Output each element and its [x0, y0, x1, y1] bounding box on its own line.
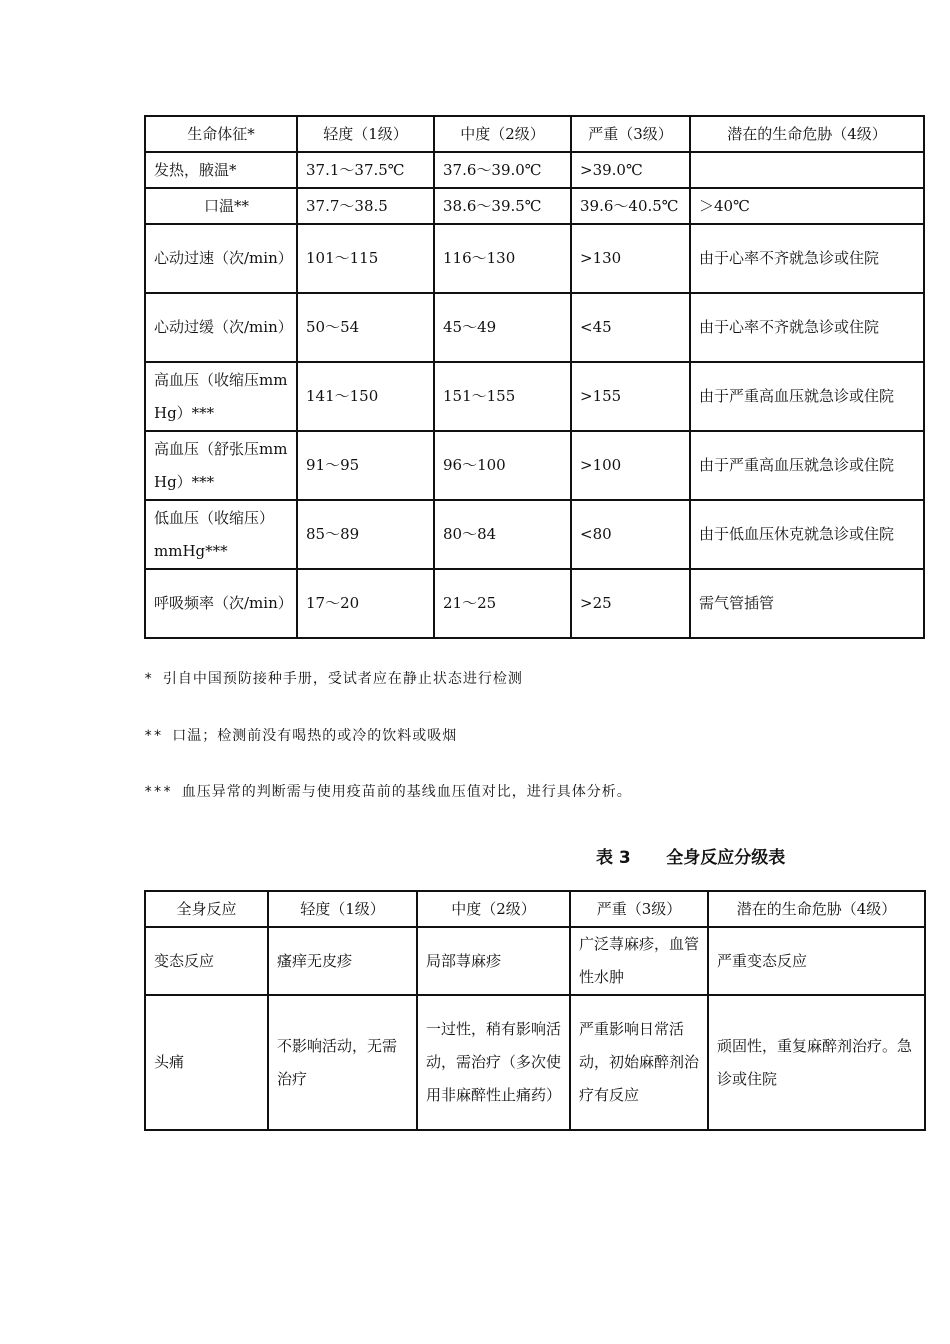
header-cell: 潜在的生命危胁（4级）: [690, 116, 924, 152]
table-cell: [690, 152, 924, 188]
table-header-row: [145, 116, 924, 152]
table-cell: 变态反应: [145, 927, 268, 995]
table-cell: <80: [571, 500, 690, 569]
header-cell: 生命体征*: [145, 116, 297, 152]
table-row: [145, 362, 924, 431]
table-row: [145, 569, 924, 638]
table-row: [145, 188, 924, 224]
header-cell: 中度（2级）: [434, 116, 571, 152]
table-caption: 表 3 全身反应分级表: [596, 848, 786, 868]
table-cell: 由于低血压休克就急诊或住院: [690, 500, 924, 569]
table-cell: 高血压（收缩压mmHg）***: [145, 362, 297, 431]
table-cell: 80～84: [434, 500, 571, 569]
header-cell: 中度（2级）: [417, 891, 570, 927]
table-cell: 45～49: [434, 293, 571, 362]
table-cell: >155: [571, 362, 690, 431]
header-cell: 潜在的生命危胁（4级）: [708, 891, 925, 927]
table-cell: 50～54: [297, 293, 434, 362]
header-cell: 轻度（1级）: [268, 891, 417, 927]
table-cell: 21～25: [434, 569, 571, 638]
table-cell: 141～150: [297, 362, 434, 431]
footnote: ** 口温；检测前没有喝热的或冷的饮料或吸烟: [144, 728, 458, 744]
table-cell: 心动过缓（次/min）: [145, 293, 297, 362]
table-row: [145, 431, 924, 500]
table-cell: 瘙痒无皮疹: [268, 927, 417, 995]
table-cell: 头痛: [145, 995, 268, 1130]
systemic-reaction-grading-table: [144, 890, 926, 1131]
table-cell: 37.6～39.0℃: [434, 152, 571, 188]
table-cell: 由于严重高血压就急诊或住院: [690, 431, 924, 500]
table-cell: 38.6～39.5℃: [434, 188, 571, 224]
table-cell: 由于严重高血压就急诊或住院: [690, 362, 924, 431]
table-cell: >100: [571, 431, 690, 500]
vital-signs-grading-table: [144, 115, 925, 639]
footnote: * 引自中国预防接种手册，受试者应在静止状态进行检测: [144, 671, 523, 687]
table-cell: 口温**: [145, 188, 297, 224]
header-cell: 严重（3级）: [570, 891, 708, 927]
header-cell: 全身反应: [145, 891, 268, 927]
table-cell: 37.1～37.5℃: [297, 152, 434, 188]
table-row: [145, 927, 925, 995]
table-row: [145, 152, 924, 188]
table-row: [145, 500, 924, 569]
header-cell: 严重（3级）: [571, 116, 690, 152]
table-cell: >39.0℃: [571, 152, 690, 188]
table-cell: 发热，腋温*: [145, 152, 297, 188]
table-cell: 39.6～40.5℃: [571, 188, 690, 224]
table-cell: 顽固性，重复麻醉剂治疗。急诊或住院: [708, 995, 925, 1130]
table-cell: 17～20: [297, 569, 434, 638]
table-cell: 91～95: [297, 431, 434, 500]
table-row: [145, 224, 924, 293]
table-cell: 低血压（收缩压）mmHg***: [145, 500, 297, 569]
table-cell: 广泛荨麻疹，血管性水肿: [570, 927, 708, 995]
table-row: [145, 995, 925, 1130]
table-cell: 37.7～38.5: [297, 188, 434, 224]
table-cell: 高血压（舒张压mmHg）***: [145, 431, 297, 500]
table-cell: ＞40℃: [690, 188, 924, 224]
footnote: *** 血压异常的判断需与使用疫苗前的基线血压值对比，进行具体分析。: [144, 784, 632, 800]
table-cell: 101～115: [297, 224, 434, 293]
table-cell: 不影响活动，无需治疗: [268, 995, 417, 1130]
table-cell: 一过性，稍有影响活动，需治疗（多次使用非麻醉性止痛药）: [417, 995, 570, 1130]
table-cell: 由于心率不齐就急诊或住院: [690, 293, 924, 362]
table-cell: 心动过速（次/min）: [145, 224, 297, 293]
table-cell: 151～155: [434, 362, 571, 431]
table-cell: 116～130: [434, 224, 571, 293]
table-cell: >130: [571, 224, 690, 293]
table-cell: 96～100: [434, 431, 571, 500]
table-cell: >25: [571, 569, 690, 638]
table-cell: 呼吸频率（次/min）: [145, 569, 297, 638]
table-cell: 严重影响日常活动，初始麻醉剂治疗有反应: [570, 995, 708, 1130]
table-header-row: [145, 891, 925, 927]
table-cell: 85～89: [297, 500, 434, 569]
header-cell: 轻度（1级）: [297, 116, 434, 152]
table-row: [145, 293, 924, 362]
table-cell: <45: [571, 293, 690, 362]
table-cell: 由于心率不齐就急诊或住院: [690, 224, 924, 293]
table-cell: 需气管插管: [690, 569, 924, 638]
table-cell: 严重变态反应: [708, 927, 925, 995]
table-cell: 局部荨麻疹: [417, 927, 570, 995]
